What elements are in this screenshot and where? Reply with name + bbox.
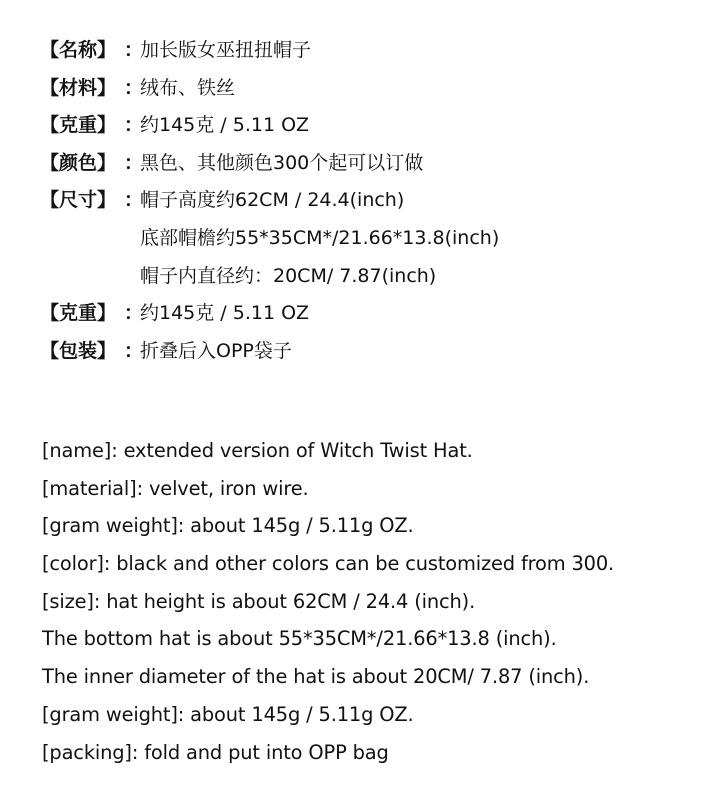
spec-label: 【克重】: [40, 302, 117, 325]
spec-label: 【尺寸】: [40, 189, 117, 212]
spec-size-continuation: [40, 258, 700, 296]
spec-label: 【克重】: [40, 114, 117, 137]
english-spec-line: [packing]: fold and put into OPP bag: [42, 740, 389, 764]
spec-value: 黑色、其他颜色300个起可以订做: [140, 151, 424, 174]
english-spec-line: [color]: black and other colors can be customized from 300.: [42, 552, 615, 576]
spec-colon: ：: [124, 39, 144, 61]
spec-value: 折叠后入OPP袋子: [140, 339, 292, 362]
spec-value: 帽子内直径约：20CM/ 7.87(inch): [140, 264, 437, 287]
english-spec-line: [material]: velvet, iron wire.: [42, 476, 309, 500]
english-spec-line: [name]: extended version of Witch Twist Hat.: [42, 439, 473, 462]
spec-value: 约145克 / 5.11 OZ: [140, 302, 310, 325]
spec-colon: ：: [124, 114, 144, 137]
english-spec-line: [gram weight]: about 145g / 5.11g OZ.: [42, 514, 414, 538]
english-spec-line: [gram weight]: about 145g / 5.11g OZ.: [42, 702, 414, 726]
spec-colon: ：: [124, 151, 144, 174]
spec-colon: ：: [124, 189, 144, 212]
spec-label: 【名称】: [40, 39, 117, 61]
spec-row-size: [40, 182, 700, 220]
spec-value: 约145克 / 5.11 OZ: [140, 114, 310, 137]
spec-label: 【颜色】: [40, 151, 117, 174]
spec-row-weight-repeat: [40, 295, 700, 333]
spec-colon: ：: [124, 76, 144, 99]
spec-row-packing: [40, 333, 700, 371]
spec-row-name: [40, 32, 700, 70]
spec-row-weight: [40, 107, 700, 145]
english-spec-line: The bottom hat is about 55*35CM*/21.66*13.8 (inch).: [42, 627, 557, 651]
spec-label: 【包装】: [40, 339, 117, 362]
spec-value: 帽子高度约62CM / 24.4(inch): [140, 189, 405, 212]
spec-value: 底部帽檐约55*35CM*/21.66*13.8(inch): [140, 226, 500, 249]
english-spec-line: The inner diameter of the hat is about 20CM/ 7.87 (inch).: [42, 665, 590, 689]
spec-colon: ：: [124, 339, 144, 362]
spec-value: 加长版女巫扭扭帽子: [140, 39, 312, 61]
spec-label: 【材料】: [40, 76, 117, 99]
chinese-spec-block: [40, 32, 700, 370]
spec-colon: ：: [124, 302, 144, 325]
spec-value: 绒布、铁丝: [140, 76, 236, 99]
english-spec-block: [42, 432, 702, 771]
spec-size-continuation: [40, 220, 700, 258]
english-spec-line: [size]: hat height is about 62CM / 24.4 (inch).: [42, 589, 476, 613]
spec-row-material: [40, 70, 700, 108]
spec-row-color: [40, 145, 700, 183]
